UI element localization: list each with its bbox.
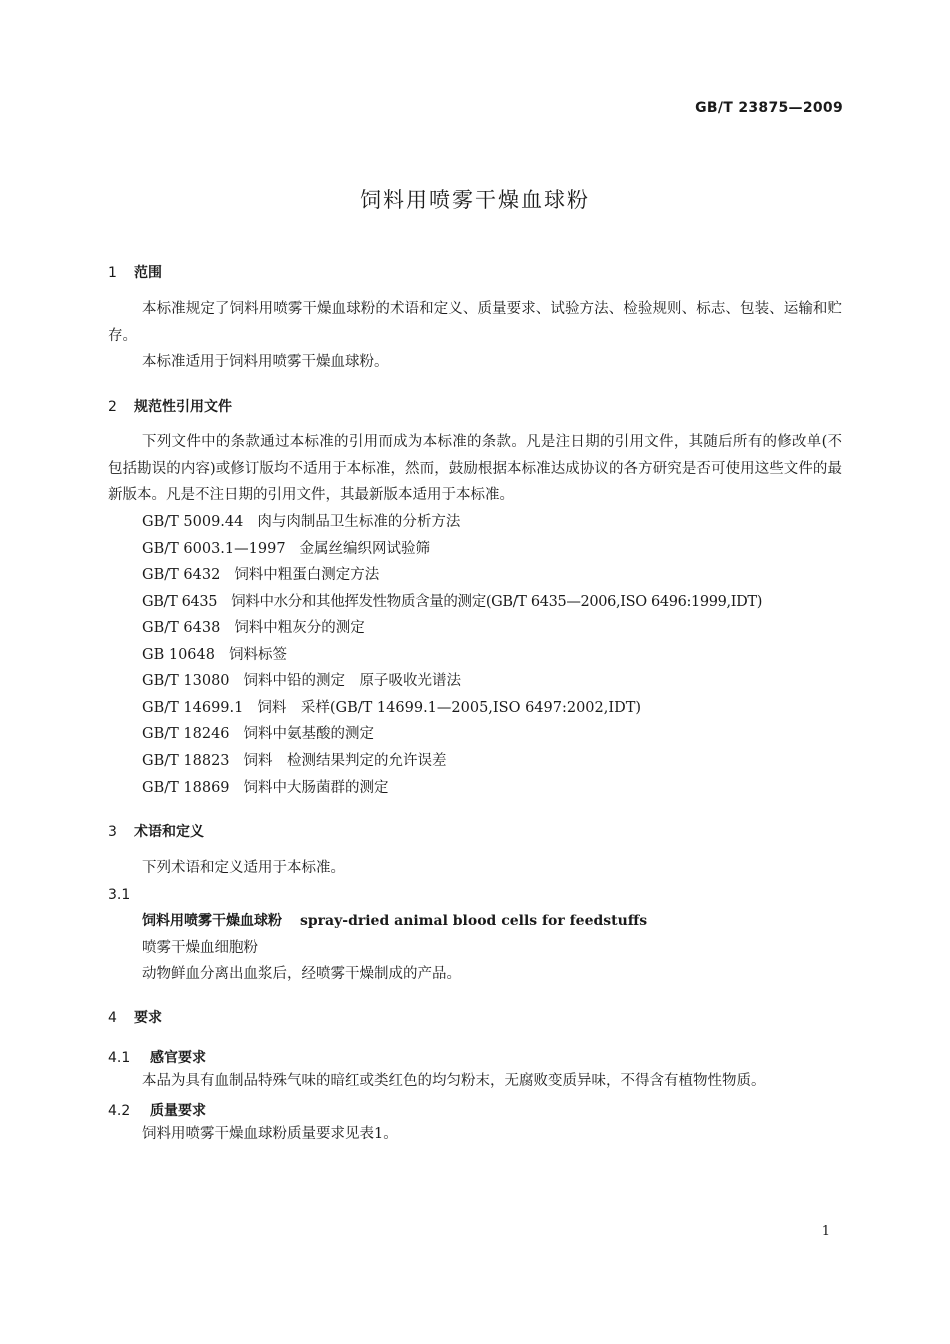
subsection-4-2-heading [108,1100,206,1120]
term-english: spray-dried animal blood cells for feedstuffs [300,913,648,929]
subsection-4-1-title: 感官要求 [150,1050,206,1066]
reference-code: GB/T 6003.1—1997 [142,541,286,557]
reference-code: GB/T 6435 [142,594,218,610]
section-3-heading [108,821,204,841]
section-1-paragraph-2: 本标准适用于饲料用喷雾干燥血球粉。 [142,354,389,370]
reference-item [142,668,461,695]
reference-code: GB/T 14699.1 [142,700,244,716]
subsection-4-1-number: 4.1 [108,1050,131,1066]
section-4-heading [108,1007,162,1027]
section-2-number: 2 [108,399,117,415]
term-definition: 动物鲜血分离出血浆后，经喷雾干燥制成的产品。 [142,966,461,982]
subsection-4-1-heading [108,1047,206,1067]
reference-title: 肉与肉制品卫生标准的分析方法 [257,514,461,530]
term-entry [142,908,647,935]
reference-code: GB/T 18246 [142,726,230,742]
reference-code: GB/T 18823 [142,753,230,769]
reference-title: 饲料中水分和其他挥发性物质含量的测定(GB/T 6435—2006,ISO 6496:1999,IDT) [231,594,763,610]
section-1-number: 1 [108,265,117,281]
reference-title: 饲料 检测结果判定的允许误差 [243,753,447,769]
section-3-number: 3 [108,824,117,840]
section-4-number: 4 [108,1010,117,1026]
reference-title: 饲料中氨基酸的测定 [243,726,375,742]
section-3-title: 术语和定义 [134,824,204,840]
section-2-heading [108,396,232,416]
subsection-4-1-paragraph: 本品为具有血制品特殊气味的暗红或类红色的均匀粉末，无腐败变质异味，不得含有植物性物质。 [142,1073,766,1089]
reference-item [142,642,287,669]
document-title: 饲料用喷雾干燥血球粉 [360,188,590,212]
section-2-title: 规范性引用文件 [134,399,232,415]
reference-item [142,748,447,775]
reference-code: GB/T 6432 [142,567,221,583]
reference-item [142,775,389,802]
reference-item [142,562,379,589]
subsection-4-2-number: 4.2 [108,1103,131,1119]
subsection-4-2-title: 质量要求 [150,1103,206,1119]
section-4-title: 要求 [134,1010,162,1026]
reference-title: 金属丝编织网试验筛 [299,541,431,557]
reference-code: GB/T 18869 [142,780,230,796]
reference-code: GB 10648 [142,647,215,663]
reference-item [142,695,641,722]
reference-code: GB/T 5009.44 [142,514,244,530]
term-number: 3.1 [108,887,131,903]
reference-title: 饲料中铅的测定 原子吸收光谱法 [243,673,462,689]
reference-item [142,509,460,536]
section-2-paragraph-1: 下列文件中的条款通过本标准的引用而成为本标准的条款。凡是注日期的引用文件，其随后所有的修改单(不包括勘误的内容)或修订版均不适用于本标准，然而，鼓励根据本标准达成协议的各方研究是否可使用这些文件的最新版本。凡是不注日期的引用文件，其最新版本适用于本标准。 [108,434,842,503]
standard-code: GB/T 23875—2009 [695,100,843,116]
reference-title: 饲料 采样(GB/T 14699.1—2005,ISO 6497:2002,IDT) [257,700,642,716]
reference-code: GB/T 6438 [142,620,221,636]
reference-item [142,615,365,642]
term-chinese: 饲料用喷雾干燥血球粉 [142,913,282,929]
reference-code: GB/T 13080 [142,673,230,689]
section-1-title: 范围 [134,265,162,281]
reference-title: 饲料中粗蛋白测定方法 [234,567,380,583]
section-1-heading [108,262,162,282]
section-1-paragraph-1: 本标准规定了饲料用喷雾干燥血球粉的术语和定义、质量要求、试验方法、检验规则、标志、包装、运输和贮存。 [108,301,842,344]
page-number: 1 [821,1224,830,1239]
subsection-4-2-paragraph: 饲料用喷雾干燥血球粉质量要求见表1。 [142,1126,398,1142]
section-3-paragraph-1: 下列术语和定义适用于本标准。 [142,860,345,876]
reference-title: 饲料中粗灰分的测定 [234,620,365,636]
reference-item [142,536,430,563]
reference-item [142,721,374,748]
term-synonym: 喷雾干燥血细胞粉 [142,940,258,956]
reference-title: 饲料中大肠菌群的测定 [243,780,389,796]
reference-title: 饲料标签 [228,647,287,663]
reference-item [142,589,762,616]
